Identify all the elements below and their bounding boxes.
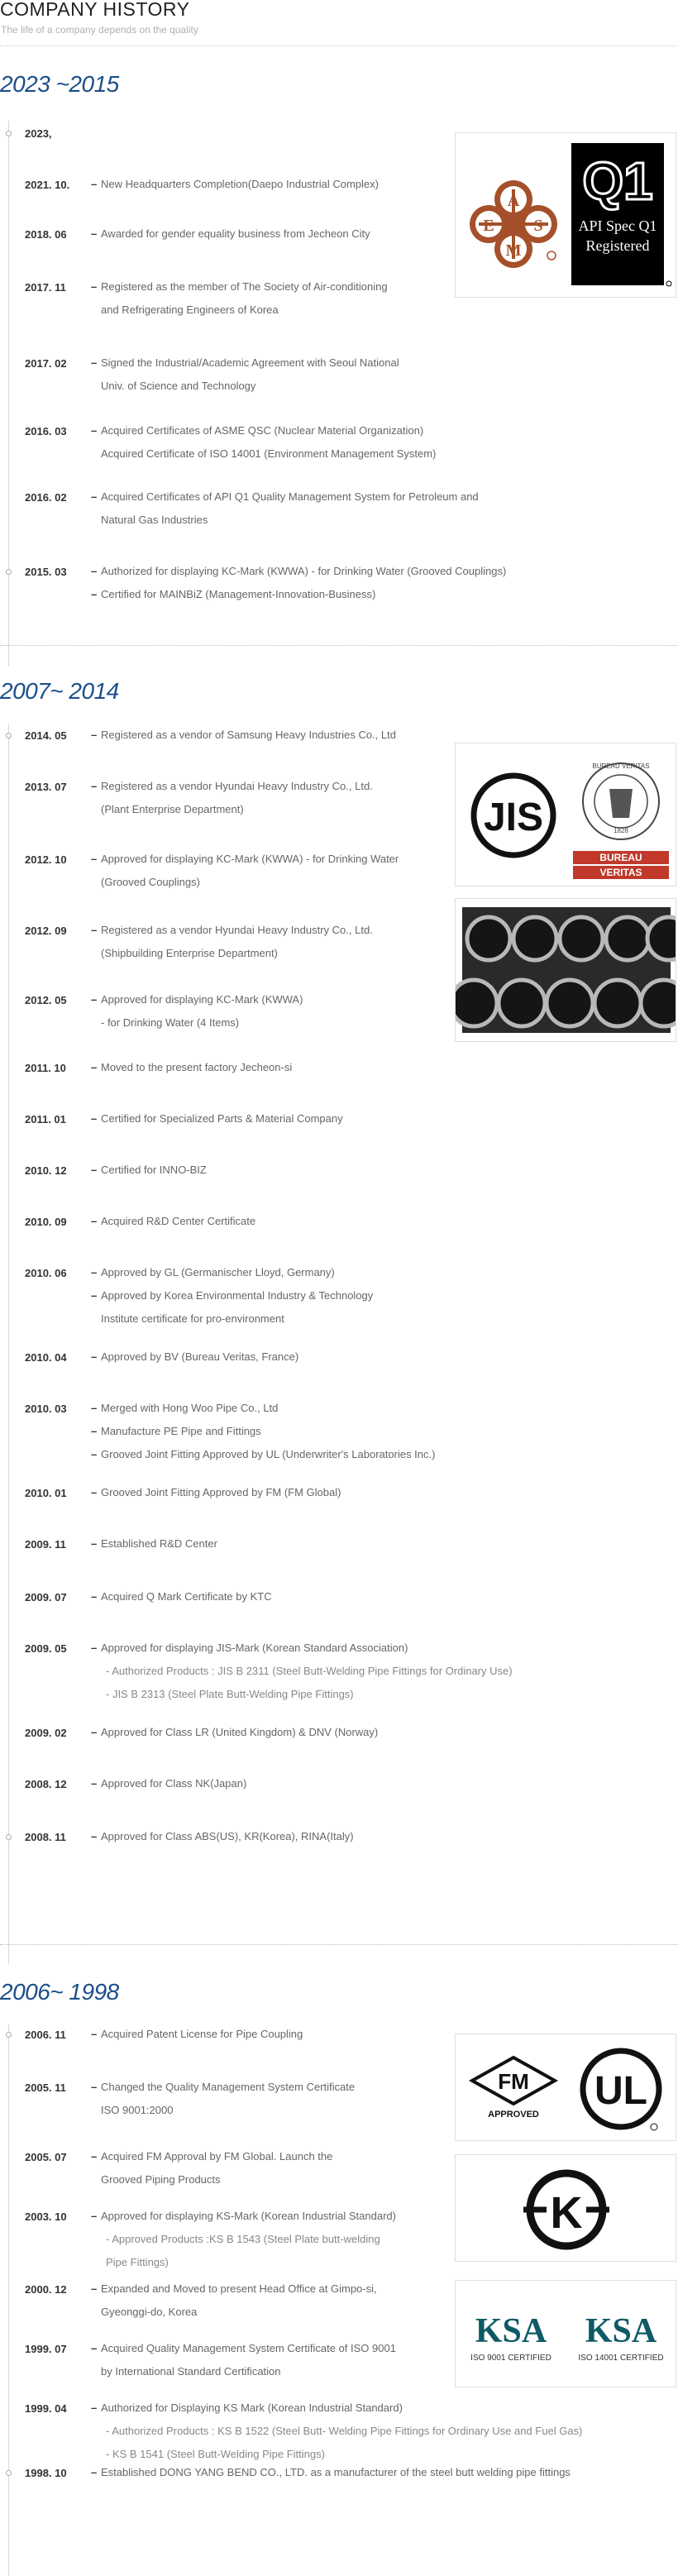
entry-line: (Shipbuilding Enterprise Department)	[101, 947, 278, 959]
entry-line: – Approved for displaying KC-Mark (KWWA) - for Drinking Water	[93, 848, 456, 871]
entry-description	[93, 1397, 456, 1466]
entry-year: 2017. 11	[25, 281, 66, 294]
entry-line: ISO 9001:2000	[101, 2104, 174, 2116]
asme-letter: M	[505, 241, 522, 260]
entry-line: Acquired Certificate of ISO 14001 (Environment Management System)	[101, 447, 437, 460]
entry-year: 2015. 03	[25, 566, 67, 578]
entry-year: 2009. 05	[25, 1642, 67, 1655]
ksa-iso-9001: ISO 9001 CERTIFIED	[470, 2354, 551, 2363]
entry-line: – Changed the Quality Management System Certificate	[93, 2076, 456, 2099]
entry-year: 2012. 05	[25, 994, 67, 1006]
entry-description	[93, 485, 479, 532]
entry-description	[93, 1772, 456, 1795]
entry-description	[93, 1825, 456, 1848]
asme-letter: E	[483, 217, 494, 235]
timeline-line	[8, 724, 9, 1964]
entry-line: – Approved by BV (Bureau Veritas, France)	[93, 1345, 456, 1369]
entry-line: Pipe Fittings)	[106, 2256, 169, 2268]
entry-year: 2016. 03	[25, 425, 67, 437]
bv-ring-text: BUREAU VERITAS	[592, 762, 650, 770]
ksa-logos	[456, 2281, 676, 2387]
entry-line: – Grooved Joint Fitting Approved by FM (FM Global)	[93, 1481, 456, 1504]
entry-year: 2023,	[25, 127, 52, 140]
entry-line: Univ. of Science and Technology	[101, 380, 256, 392]
jis-bv-logos	[456, 743, 676, 887]
entry-description	[93, 351, 456, 398]
entry-line: – Acquired Certificates of API Q1 Quality Management System for Petroleum and	[93, 485, 456, 509]
entry-year: 2010. 03	[25, 1403, 67, 1415]
entry-year: 2011. 01	[25, 1113, 66, 1126]
period-title: 2007~ 2014	[0, 678, 119, 704]
timeline-line	[8, 121, 9, 667]
entry-description	[93, 2397, 583, 2466]
entry-description	[93, 1159, 456, 1182]
entry-line: – Approved by GL (Germanischer Lloyd, Germany)	[93, 1261, 456, 1284]
jis-text: JIS	[483, 796, 544, 839]
entry-year: 2010. 12	[25, 1164, 67, 1177]
entry-description	[93, 988, 456, 1035]
entry-year: 2010. 09	[25, 1216, 67, 1228]
entry-description	[93, 1585, 456, 1608]
page-title: COMPANY HISTORY	[0, 0, 190, 20]
jis-bv-logo-box	[455, 743, 676, 887]
ul-logo	[583, 2051, 659, 2130]
entry-description	[93, 1210, 456, 1233]
entry-description	[93, 275, 456, 322]
entry-description	[93, 919, 456, 965]
entry-line: – Authorized for displaying KC-Mark (KWWA) - for Drinking Water (Grooved Couplings)	[93, 560, 456, 583]
entry-year: 2009. 11	[25, 1538, 66, 1551]
timeline-dot	[6, 2032, 12, 2038]
entry-line: – Registered as a vendor of Samsung Heavy Industries Co., Ltd	[93, 724, 456, 747]
ul-text: UL	[594, 2069, 647, 2113]
entry-line: – Awarded for gender equality business from Jecheon City	[93, 222, 456, 246]
entry-line: – Established DONG YANG BEND CO., LTD. as a manufacturer of the steel butt welding pipe fittings	[93, 2461, 456, 2484]
asme-api-logos	[456, 133, 676, 298]
entry-line: – Established R&D Center	[93, 1532, 456, 1556]
bv-bar-text: VERITAS	[599, 867, 642, 878]
ksa-text: KSA	[475, 2312, 547, 2350]
entry-description	[93, 560, 507, 606]
entry-year: 2010. 04	[25, 1351, 67, 1364]
timeline-dot	[6, 569, 12, 575]
entry-line: (Plant Enterprise Department)	[101, 803, 244, 815]
api-spec-text: API Spec Q1	[578, 217, 657, 234]
asme-logo	[470, 180, 557, 268]
section-divider	[0, 1944, 678, 1945]
entry-description	[93, 775, 456, 821]
section-divider	[0, 645, 678, 646]
ks-logo-box	[455, 2154, 676, 2262]
entry-year: 2013. 07	[25, 781, 67, 793]
entry-line: – Certified for INNO-BIZ	[93, 1159, 456, 1182]
entry-line: – Expanded and Moved to present Head Office at Gimpo-si,	[93, 2277, 456, 2301]
entry-line: – Signed the Industrial/Academic Agreement with Seoul National	[93, 351, 456, 375]
entry-line: by International Standard Certification	[101, 2365, 281, 2378]
bv-year: 1828	[614, 827, 628, 834]
entry-line: – Moved to the present factory Jecheon-si	[93, 1056, 456, 1079]
entry-year: 2018. 06	[25, 228, 67, 241]
ksa-iso-14001: ISO 14001 CERTIFIED	[578, 2354, 664, 2363]
entry-description	[93, 1721, 456, 1744]
fm-text: FM	[498, 2069, 529, 2094]
entry-line: – Acquired Patent License for Pipe Coupling	[93, 2023, 456, 2046]
ks-logo	[456, 2155, 676, 2262]
api-q1-logo	[571, 143, 671, 286]
entry-description	[93, 419, 456, 466]
entry-description	[93, 1481, 456, 1504]
entry-line: – Registered as a vendor Hyundai Heavy Industry Co., Ltd.	[93, 775, 456, 798]
entry-line: (Grooved Couplings)	[101, 876, 200, 888]
asme-letter: S	[533, 217, 543, 235]
entry-line: – Approved for Class LR (United Kingdom) & DNV (Norway)	[93, 1721, 456, 1744]
entry-description	[93, 1261, 456, 1331]
asme-api-logo-box	[455, 132, 676, 298]
entry-line: - Authorized Products : JIS B 2311 (Steel Butt-Welding Pipe Fittings for Ordinary Use)	[106, 1665, 513, 1677]
entry-year: 1999. 07	[25, 2343, 67, 2355]
bv-bar-text: BUREAU	[599, 852, 642, 863]
period-title: 2006~ 1998	[0, 1979, 119, 2005]
fm-ul-logos	[456, 2034, 676, 2141]
entry-line: – Approved for Class NK(Japan)	[93, 1772, 456, 1795]
entry-year: 1999. 04	[25, 2402, 67, 2415]
entry-description	[93, 173, 456, 196]
entry-line: Institute certificate for pro-environment	[101, 1312, 284, 1325]
entry-description	[93, 2023, 456, 2046]
entry-line: – Approved for Class ABS(US), KR(Korea), RINA(Italy)	[93, 1825, 456, 1848]
entry-description	[93, 2277, 456, 2324]
entry-year: 2000. 12	[25, 2283, 67, 2296]
entry-year: 2010. 01	[25, 1487, 67, 1499]
entry-line: Gyeonggi-do, Korea	[101, 2306, 198, 2318]
page-subtitle: The life of a company depends on the quality	[1, 24, 198, 36]
entry-year: 2012. 10	[25, 853, 67, 866]
entry-year: 2014. 05	[25, 729, 67, 742]
entry-year: 2021. 10.	[25, 179, 70, 191]
entry-description	[93, 2205, 456, 2274]
entry-line: – Grooved Joint Fitting Approved by UL (Underwriter's Laboratories Inc.)	[93, 1443, 456, 1466]
asme-letter: A	[507, 192, 520, 210]
entry-year: 2012. 09	[25, 925, 67, 937]
entry-description	[93, 724, 456, 747]
entry-line: – Acquired Q Mark Certificate by KTC	[93, 1585, 456, 1608]
pipe-photo	[456, 899, 676, 1042]
entry-line: - KS B 1541 (Steel Butt-Welding Pipe Fittings)	[106, 2448, 325, 2460]
entry-year: 2017. 02	[25, 357, 67, 370]
entry-description	[93, 1345, 456, 1369]
entry-line: – Acquired R&D Center Certificate	[93, 1210, 456, 1233]
entry-line: - for Drinking Water (4 Items)	[101, 1016, 240, 1029]
fm-approved-logo	[472, 2057, 555, 2120]
entry-line: - JIS B 2313 (Steel Plate Butt-Welding Pipe Fittings)	[106, 1688, 354, 1700]
jis-logo	[474, 776, 553, 855]
entry-description	[93, 2337, 456, 2383]
entry-description	[93, 2461, 571, 2484]
entry-line: – Authorized for Displaying KS Mark (Korean Industrial Standard)	[93, 2397, 456, 2420]
entry-line: - Approved Products :KS B 1543 (Steel Plate butt-welding	[106, 2233, 380, 2245]
api-q1-text: Q1	[582, 151, 653, 211]
timeline-dot	[6, 2470, 12, 2476]
entry-description	[93, 1532, 456, 1556]
pipe-photo-box	[455, 898, 676, 1042]
page-header	[0, 0, 678, 46]
entry-line: – Manufacture PE Pipe and Fittings	[93, 1420, 456, 1443]
entry-year: 1998. 10	[25, 2467, 67, 2479]
entry-line: – Approved for displaying KS-Mark (Korean Industrial Standard)	[93, 2205, 456, 2228]
entry-line: - Authorized Products : KS B 1522 (Steel Butt- Welding Pipe Fittings for Ordinary Use and Fuel Gas)	[106, 2425, 583, 2437]
entry-line: – Approved for displaying KC-Mark (KWWA)	[93, 988, 456, 1011]
entry-line: – Registered as the member of The Society of Air-conditioning	[93, 275, 456, 299]
fm-ul-logo-box	[455, 2034, 676, 2141]
entry-year: 2006. 11	[25, 2029, 66, 2041]
entry-year: 2009. 02	[25, 1727, 67, 1739]
entry-line: – Registered as a vendor Hyundai Heavy Industry Co., Ltd.	[93, 919, 456, 942]
entry-line: – Acquired Certificates of ASME QSC (Nuclear Material Organization)	[93, 419, 456, 442]
entry-line: and Refrigerating Engineers of Korea	[101, 303, 279, 316]
entry-year: 2016. 02	[25, 491, 67, 504]
entry-description	[93, 2145, 456, 2191]
entry-year: 2003. 10	[25, 2210, 67, 2223]
entry-description	[93, 848, 456, 894]
entry-line: – Certified for Specialized Parts & Material Company	[93, 1107, 456, 1130]
timeline-line	[8, 2024, 9, 2576]
entry-line: – Approved for displaying JIS-Mark (Korean Standard Association)	[93, 1637, 456, 1660]
entry-year: 2011. 10	[25, 1062, 66, 1074]
entry-description	[93, 1056, 456, 1079]
entry-description	[93, 2076, 456, 2122]
entry-year: 2008. 12	[25, 1778, 67, 1790]
timeline-dot	[6, 131, 12, 136]
entry-line: Natural Gas Industries	[101, 514, 208, 526]
fm-approved-text: APPROVED	[488, 2110, 539, 2120]
entry-description	[93, 1107, 456, 1130]
entry-line: – Acquired Quality Management System Certificate of ISO 9001	[93, 2337, 456, 2360]
api-registered-text: Registered	[585, 237, 650, 254]
entry-year: 2009. 07	[25, 1591, 67, 1603]
entry-year: 2005. 11	[25, 2081, 66, 2094]
entry-description	[93, 1637, 513, 1706]
entry-line: – Approved by Korea Environmental Industry & Technology	[93, 1284, 456, 1307]
entry-description	[93, 222, 456, 246]
entry-line: – Certified for MAINBiZ (Management-Innovation-Business)	[93, 583, 456, 606]
timeline-dot	[6, 733, 12, 738]
entry-year: 2005. 07	[25, 2151, 67, 2163]
entry-year: 2010. 06	[25, 1267, 67, 1279]
entry-line: – New Headquarters Completion(Daepo Industrial Complex)	[93, 173, 456, 196]
ksa-text: KSA	[585, 2312, 657, 2350]
ks-text: K	[550, 2188, 583, 2238]
entry-year: 2008. 11	[25, 1831, 66, 1843]
period-title: 2023 ~2015	[0, 71, 119, 97]
ksa-logo-box	[455, 2280, 676, 2387]
bureau-veritas-logo	[573, 762, 669, 879]
entry-line: Grooved Piping Products	[101, 2173, 221, 2186]
entry-line: – Merged with Hong Woo Pipe Co., Ltd	[93, 1397, 456, 1420]
entry-line: – Acquired FM Approval by FM Global. Launch the	[93, 2145, 456, 2168]
timeline-dot	[6, 1834, 12, 1840]
